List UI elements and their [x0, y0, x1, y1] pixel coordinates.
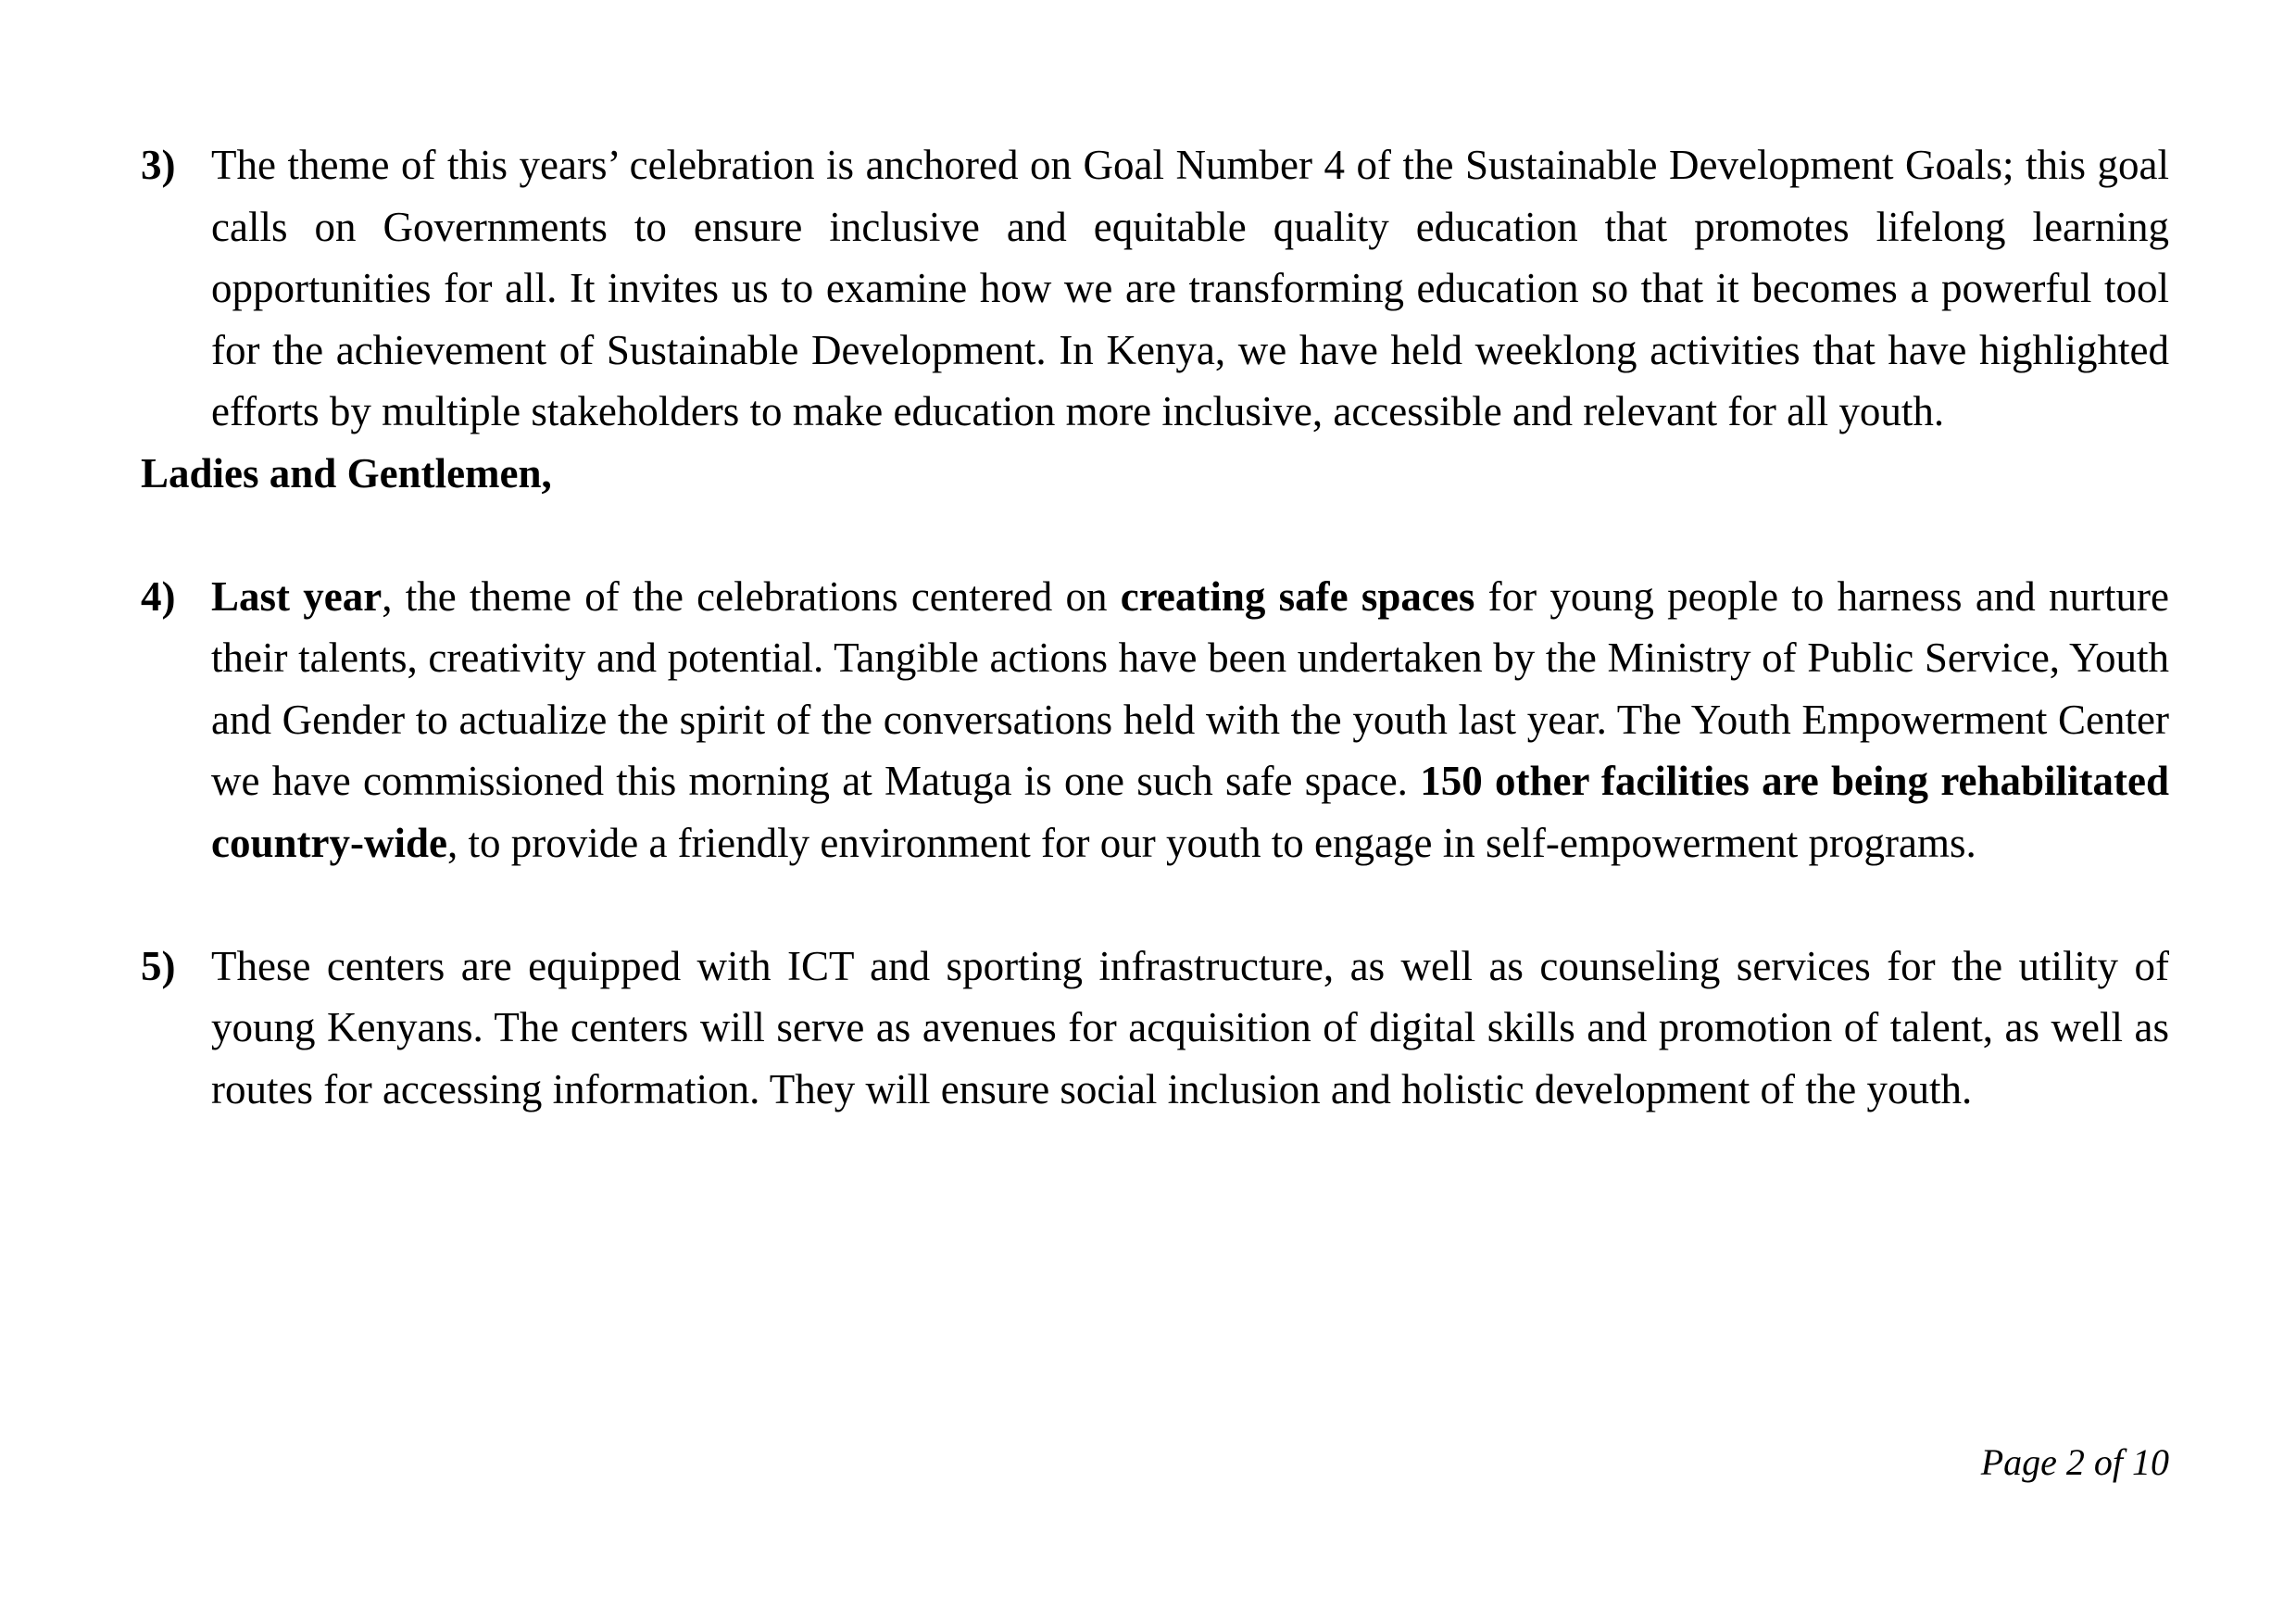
- paragraph-segment: for young people to harness and nurture their talents, creativity and potential. Tangible actions have been undertaken by the Ministry of Public Service, Youth and Gender to actualize the spirit of the conversations held with the youth last year. The Youth Empowerment Center we have commissioned this morning at Matuga is one such safe space.: [211, 572, 2170, 804]
- bold-phrase: Last year: [211, 572, 383, 620]
- paragraph-number: 3): [141, 142, 176, 188]
- bold-phrase: creating safe spaces: [1120, 572, 1475, 620]
- paragraph-3: [141, 134, 2169, 443]
- paragraph-segment: The theme of this years’ celebration is anchored on Goal Number 4 of the Sustainable Development Goals; this goal calls on Governments to ensure inclusive and equitable quality education that promotes lifelong learning opportunities for all. It invites us to examine how we are transforming education so that it becomes a powerful tool for the achievement of Sustainable Development. In Kenya, we have held weeklong activities that have highlighted efforts by multiple stakeholders to make education more inclusive, accessible and relevant for all youth.: [211, 142, 2169, 434]
- salutation-heading: Ladies and Gentlemen,: [141, 449, 552, 496]
- paragraph-segment: , the theme of the celebrations centered on: [382, 572, 1121, 620]
- paragraph-text: [211, 134, 2169, 443]
- paragraph-segment: These centers are equipped with ICT and sporting infrastructure, as well as counseling services for the utility of young Kenyans. The centers will serve as avenues for acquisition of digital skills and promotion of talent, as well as routes for accessing information. They will ensure social inclusion and holistic development of the youth.: [211, 942, 2169, 1112]
- document-body: [141, 134, 2169, 1120]
- paragraph-segment: , to provide a friendly environment for our youth to engage in self-empowerment programs.: [446, 819, 1976, 866]
- paragraph-spacer: [141, 873, 2169, 936]
- paragraph-text: [211, 936, 2169, 1121]
- paragraph-5: [141, 936, 2169, 1121]
- paragraph-number: 5): [141, 942, 176, 989]
- paragraph-text: [211, 566, 2169, 874]
- paragraph-4: [141, 566, 2169, 874]
- paragraph-number: 4): [141, 572, 176, 620]
- page-number-footer: Page 2 of 10: [1980, 1441, 2169, 1483]
- paragraph-spacer: [141, 504, 2169, 566]
- bold-phrase: 150 other facilities are being rehabilitated country-wide: [211, 758, 2169, 866]
